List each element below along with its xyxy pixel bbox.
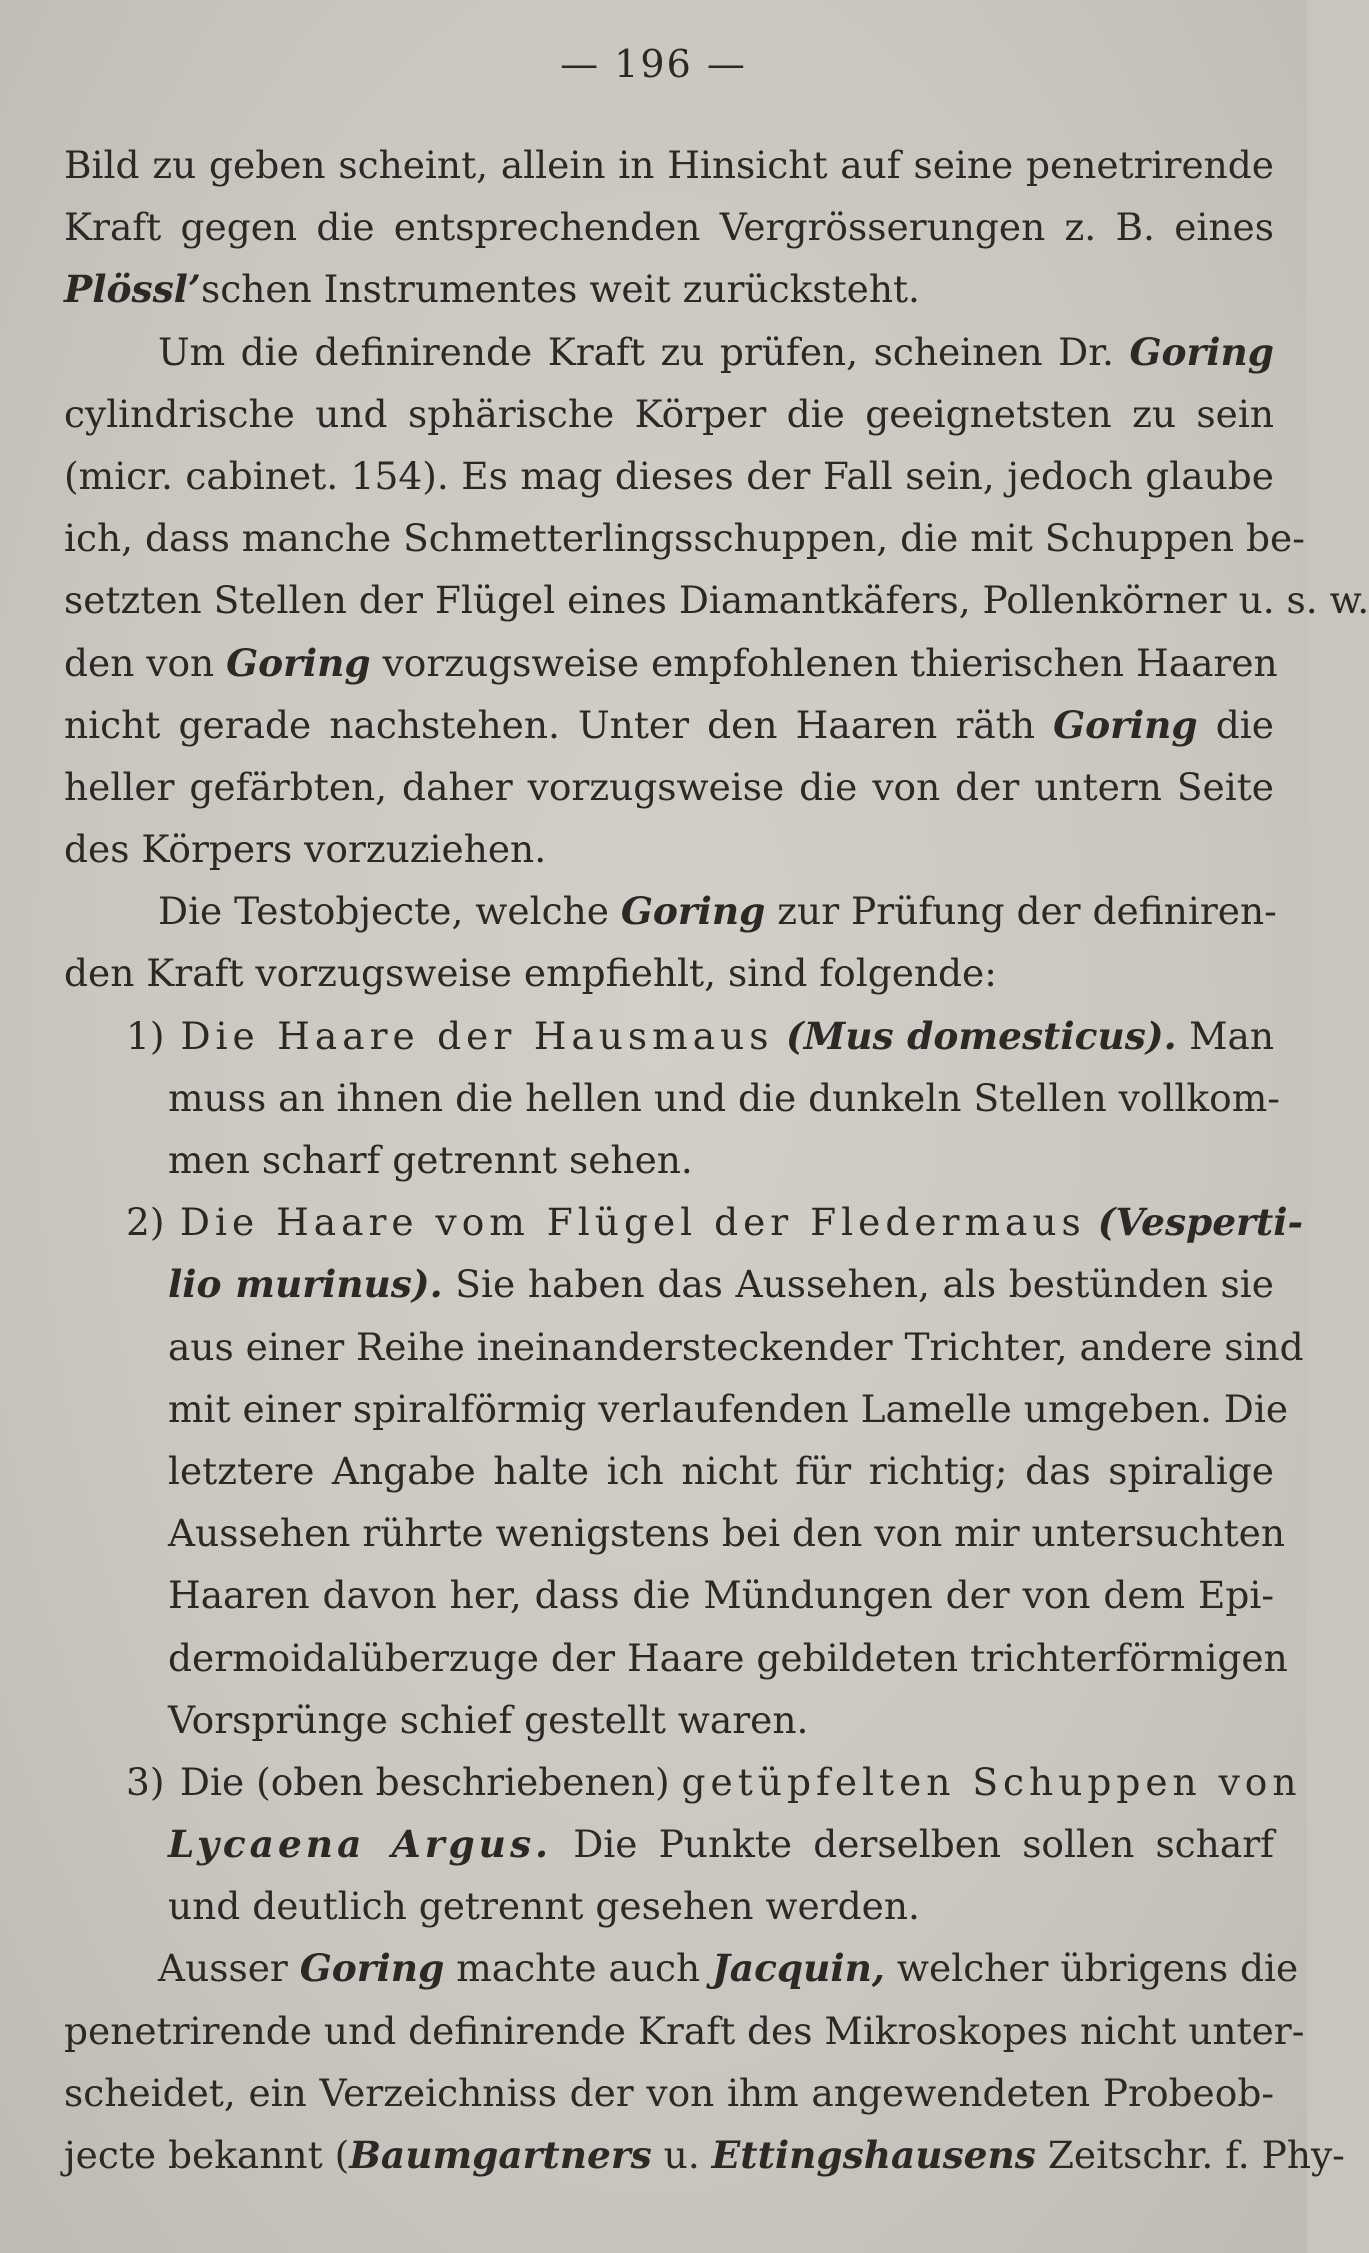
text-line: und deutlich getrennt gesehen werden. (168, 1884, 920, 1929)
text-line: jecte bekannt (Baumgartners u. Ettingshausens Zeitschr. f. Phy- (64, 2133, 1345, 2177)
text-line: men scharf getrennt sehen. (168, 1138, 693, 1182)
author-name: Goring (1053, 702, 1198, 747)
latin-name: lio murinus). (168, 1262, 443, 1307)
text-line: Lycaena Argus. Die Punkte derselben sollen scharf (168, 1822, 1274, 1867)
text-line: Die Testobjecte, welche Goring zur Prüfung der definiren- (158, 889, 1277, 934)
latin-name: (Vesperti- (1097, 1200, 1304, 1245)
text-line: letztere Angabe halte ich nicht für richtig; das spiralige (168, 1448, 1274, 1493)
body-text (64, 134, 1369, 2186)
text-line: den Kraft vorzugsweise empfiehlt, sind folgende: (64, 951, 997, 996)
text-line: Plössl’schen Instrumentes weit zurücksteht. (64, 267, 920, 312)
text-line: lio murinus). Sie haben das Aussehen, als bestünden sie (168, 1262, 1274, 1307)
author-name: Plössl’ (64, 267, 201, 312)
text-line: mit einer spiralförmig verlaufenden Lamelle umgeben. Die (168, 1386, 1289, 1431)
text-line: Vorsprünge schief gestellt waren. (168, 1697, 809, 1742)
text-line: Bild zu geben scheint, allein in Hinsicht auf seine penetrirende (64, 143, 1274, 187)
author-name: Goring (226, 640, 371, 685)
text-line: dermoidalüberzuge der Haare gebildeten trichterförmigen (168, 1635, 1288, 1680)
text-line: Haaren davon her, dass die Mündungen der von dem Epi- (168, 1573, 1274, 1618)
text-line: cylindrische und sphärische Körper die geeignetsten zu sein (64, 391, 1274, 436)
author-name: Goring (1129, 329, 1274, 374)
list-item: 1) Die Haare der Hausmaus (Mus domesticus). Man (64, 1005, 1274, 1067)
text-line: des Körpers vorzuziehen. (64, 827, 547, 872)
list-number: 1) (126, 1013, 165, 1058)
text-line: Ausser Goring machte auch Jacquin, welcher übrigens die (158, 1946, 1299, 1991)
list-number: 2) (126, 1200, 165, 1245)
list-item: 3) Die (oben beschriebenen) getüpfelten Schuppen von (64, 1751, 1274, 1813)
text-line: ich, dass manche Schmetterlingsschuppen, die mit Schuppen be- (64, 516, 1305, 561)
text-line: setzten Stellen der Flügel eines Diamantkäfers, Pollenkörner u. s. w. (64, 578, 1369, 623)
latin-name: (Mus domesticus). (785, 1013, 1177, 1058)
journal-name: Ettingshausens (711, 2133, 1036, 2177)
text-line: nicht gerade nachstehen. Unter den Haaren räth Goring die (64, 702, 1274, 747)
text-line: Um die definirende Kraft zu prüfen, scheinen Dr. Goring (158, 329, 1274, 374)
text-line: den von Goring vorzugsweise empfohlenen thierischen Haaren (64, 640, 1278, 685)
list-item: 2) Die Haare vom Flügel der Fledermaus (Vesperti- (64, 1191, 1274, 1253)
journal-name: Baumgartners (349, 2133, 652, 2177)
author-name: Goring (620, 889, 766, 934)
species-name: Lycaena Argus. (168, 1822, 553, 1867)
author-name: Goring (299, 1946, 445, 1991)
text-line: Kraft gegen die entsprechenden Vergrösserungen z. B. eines (64, 205, 1274, 250)
author-name: Jacquin, (712, 1946, 885, 1991)
text-line: penetrirende und definirende Kraft des Mikroskopes nicht unter- (64, 2008, 1305, 2053)
text-line: Aussehen rührte wenigstens bei den von mir untersuchten (168, 1511, 1285, 1556)
text-line: aus einer Reihe ineinandersteckender Trichter, andere sind (168, 1324, 1304, 1369)
text-line: scheidet, ein Verzeichniss der von ihm angewendeten Probeob- (64, 2070, 1274, 2115)
text-line: (micr. cabinet. 154). Es mag dieses der Fall sein, jedoch glaube (64, 453, 1274, 498)
text-line: heller gefärbten, daher vorzugsweise die von der untern Seite (64, 764, 1274, 809)
list-number: 3) (126, 1759, 165, 1804)
text-line: muss an ihnen die hellen und die dunkeln Stellen vollkom- (168, 1075, 1280, 1120)
page-number: — 196 — (560, 42, 747, 86)
